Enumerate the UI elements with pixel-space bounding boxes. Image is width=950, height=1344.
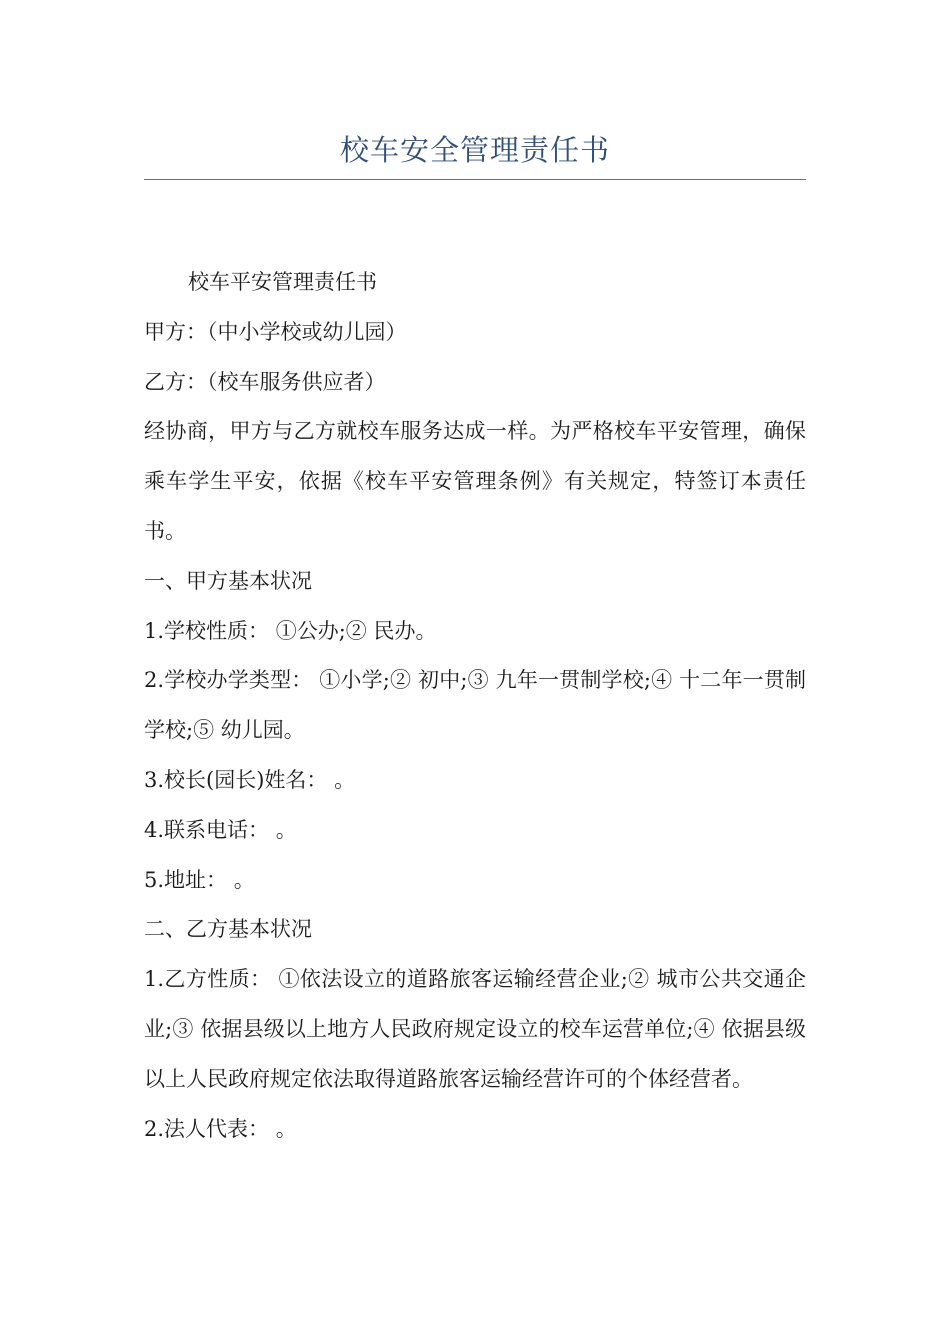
- title-underline: [144, 179, 806, 180]
- legal-representative-item: 2.法人代表： 。: [144, 1116, 297, 1141]
- phone-item: 4.联系电话： 。: [144, 817, 297, 842]
- party-a-line: 甲方：（中小学校或幼儿园）: [144, 319, 407, 344]
- document-title: 校车安全管理责任书: [339, 133, 610, 167]
- principal-name-item: 3.校长(园长)姓名： 。: [144, 767, 356, 792]
- party-b-nature-item: 1.乙方性质： ①依法设立的道路旅客运输经营企业;② 城市公共交通企业;③ 依据县级以上地方人民政府规定设立的校车运营单位;④ 依据县级以上人民政府规定依法取得道路旅客运输经营许可的个体经营者。: [144, 967, 806, 1091]
- section-heading-party-b: 二、乙方基本状况: [144, 917, 312, 942]
- address-item: 5.地址： 。: [144, 867, 255, 892]
- party-b-line: 乙方：（校车服务供应者）: [144, 369, 386, 394]
- subtitle-paragraph: 校车平安管理责任书: [188, 270, 377, 294]
- school-type-item: 2.学校办学类型： ①小学;② 初中;③ 九年一贯制学校;④ 十二年一贯制学校;⑤ 幼儿园。: [144, 668, 806, 743]
- school-nature-item: 1.学校性质： ①公办;② 民办。: [144, 618, 437, 643]
- section-heading-party-a: 一、甲方基本状况: [144, 568, 312, 593]
- document-body: [144, 258, 806, 1154]
- preamble-paragraph: 经协商，甲方与乙方就校车服务达成一样。为严格校车平安管理，确保乘车学生平安，依据《校车平安管理条例》有关规定，特签订本责任书。: [144, 419, 806, 543]
